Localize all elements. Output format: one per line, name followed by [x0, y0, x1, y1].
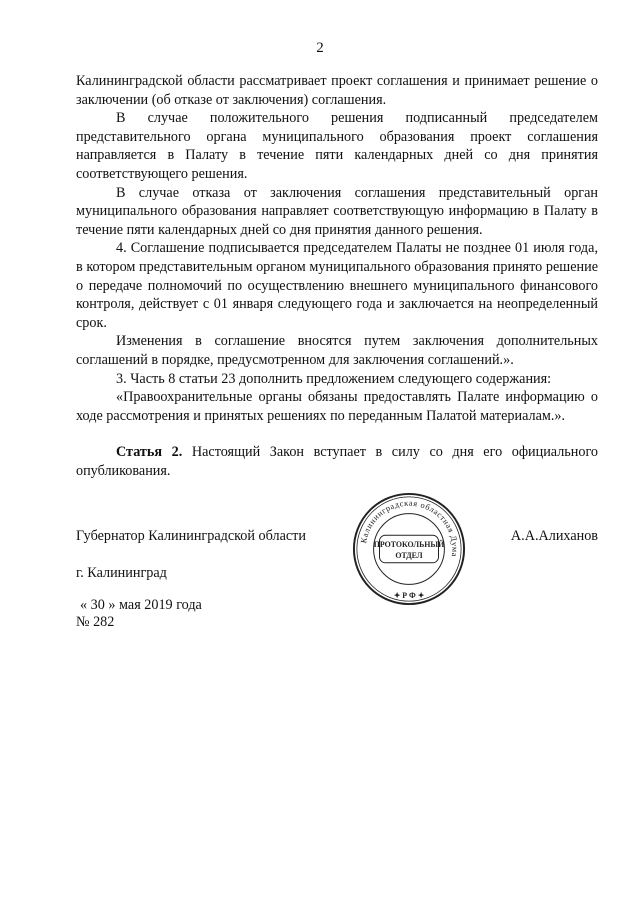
paragraph: Изменения в соглашение вносятся путем заключения дополнительных соглашений в порядке, предусмотренном для заключения соглашений.».: [76, 333, 598, 368]
paragraph: 4. Соглашение подписывается председателем Палаты не позднее 01 июля года, в котором представительным органом муниципального образования принято решение о передаче полномочий по осуществлению внешнего муниципального финансового контроля, действует с 01 января следующего года и заключается на неопределенный срок.: [76, 240, 598, 331]
city: г. Калининград: [76, 565, 167, 581]
article-2: [76, 443, 598, 480]
official-seal-stamp: [350, 490, 468, 608]
paragraph: В случае отказа от заключения соглашения представительный орган муниципального образования направляет соответствующую информацию в Палату в течение пяти календарных дней со дня принятия данного решения.: [76, 184, 598, 238]
signatory-title: Губернатор Калининградской области: [76, 528, 306, 544]
article-text: Настоящий Закон вступает в силу со дня его официального опубликования.: [76, 444, 599, 479]
signing-date: « 30 » мая 2019 года: [80, 597, 202, 613]
seal-bottom-text: ✦ Р Ф ✦: [393, 591, 425, 601]
page-number: 2: [316, 40, 324, 56]
paragraph: Калининградской области рассматривает проект соглашения и принимает решение о заключении (об отказе от заключения) соглашения.: [76, 73, 598, 108]
seal-center-line1: ПРОТОКОЛЬНЫЙ: [373, 540, 445, 550]
seal-ring-text: Калининградская областная Дума: [359, 498, 460, 558]
law-number: № 282: [76, 614, 115, 630]
signatory-name: А.А.Алиханов: [510, 528, 598, 544]
seal-center-line2: ОТДЕЛ: [395, 550, 423, 560]
paragraph: 3. Часть 8 статьи 23 дополнить предложением следующего содержания:: [116, 370, 552, 387]
article-label: Статья 2.: [116, 444, 183, 461]
paragraph: «Правоохранительные органы обязаны предоставлять Палате информацию о ходе рассмотрения и принятых решениях по переданным Палатой материалам.».: [76, 389, 598, 424]
paragraph: В случае положительного решения подписанный председателем представительного органа муниципального образования проект соглашения направляется в Палату в течение пяти календарных дней со дня принятия соответствующего решения.: [76, 110, 598, 182]
law-body: [76, 72, 598, 480]
